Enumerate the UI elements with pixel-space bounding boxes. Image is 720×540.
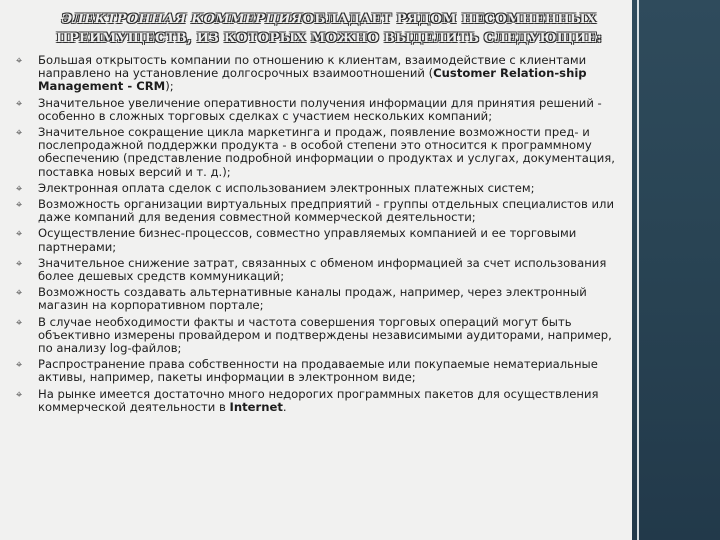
title-line-2: ПРЕИМУЩЕСТВ, ИЗ КОТОРЫХ МОЖНО ВЫДЕЛИТЬ СЛЕДУЮЩИЕ:: [56, 31, 602, 46]
crosshair-bullet-icon: ⌖: [16, 227, 23, 241]
list-item: ⌖ Осуществление бизнес-процессов, совместно управляемых компанией и ее торговыми партнерами;: [16, 226, 577, 254]
list-item: ⌖ Значительное сокращение цикла маркетинга и продаж, появление возможности пред- и послепродажной поддержки продукта - в особой степени это относится к программному обеспечению (представление подробной информации о продуктах и услугах, документация, поставка новых версий и т. д.);: [16, 125, 615, 179]
sidebar-divider: [637, 0, 639, 540]
crosshair-bullet-icon: ⌖: [16, 286, 23, 300]
list-item: ⌖ Распространение права собственности на продаваемые или покупаемые нематериальные активы, например, пакеты информации в электронном виде;: [16, 357, 598, 385]
crosshair-bullet-icon: ⌖: [16, 315, 23, 329]
list-item: ⌖ Электронная оплата сделок с использованием электронных платежных систем;: [16, 180, 535, 195]
crosshair-bullet-icon: ⌖: [16, 126, 23, 140]
crosshair-bullet-icon: ⌖: [16, 256, 23, 270]
crosshair-bullet-icon: ⌖: [16, 387, 23, 401]
list-item: ⌖ Большая открытость компании по отношению к клиентам, взаимодействие с клиентами направлено на установление долгосрочных взаимоотношений (Customer Relation-ship Management - CRM);: [16, 53, 587, 94]
crosshair-bullet-icon: ⌖: [16, 54, 23, 67]
list-item: ⌖ Значительное увеличение оперативности получения информации для принятия решений - особенно в сложных торговых сделках с участием нескольких компаний;: [16, 95, 602, 123]
advantages-list: [14, 54, 626, 417]
list-item: ⌖ Возможность организации виртуальных предприятий - группы отдельных специалистов или даже компаний для ведения совместной коммерческой деятельности;: [16, 197, 614, 225]
crosshair-bullet-icon: ⌖: [16, 181, 23, 195]
list-item: ⌖ Возможность создавать альтернативные каналы продаж, например, через электронный магазин на корпоративном портале;: [16, 285, 587, 313]
crosshair-bullet-icon: ⌖: [16, 96, 23, 110]
title-italic-part: ЭЛЕКТРОННАЯ КОММЕРЦИЯ: [61, 12, 303, 27]
list-item: ⌖ На рынке имеется достаточно много недорогих программных пакетов для осуществления коммерческой деятельности в Internet.: [16, 386, 599, 414]
list-item: ⌖ Значительное снижение затрат, связанных с обменом информацией за счет использования более дешевых средств коммуникаций;: [16, 255, 607, 284]
crosshair-bullet-icon: ⌖: [16, 358, 23, 372]
crosshair-bullet-icon: ⌖: [16, 198, 23, 212]
decorative-sidebar: [632, 0, 720, 540]
slide-title: [34, 10, 624, 48]
title-part: ОБЛАДАЕТ РЯДОМ НЕСОМНЕННЫХ: [302, 12, 597, 27]
list-item: ⌖ В случае необходимости факты и частота совершения торговых операций могут быть объективно измерены провайдером и подтверждены независимыми аудиторами, например, по анализу log-файлов;: [16, 314, 612, 356]
